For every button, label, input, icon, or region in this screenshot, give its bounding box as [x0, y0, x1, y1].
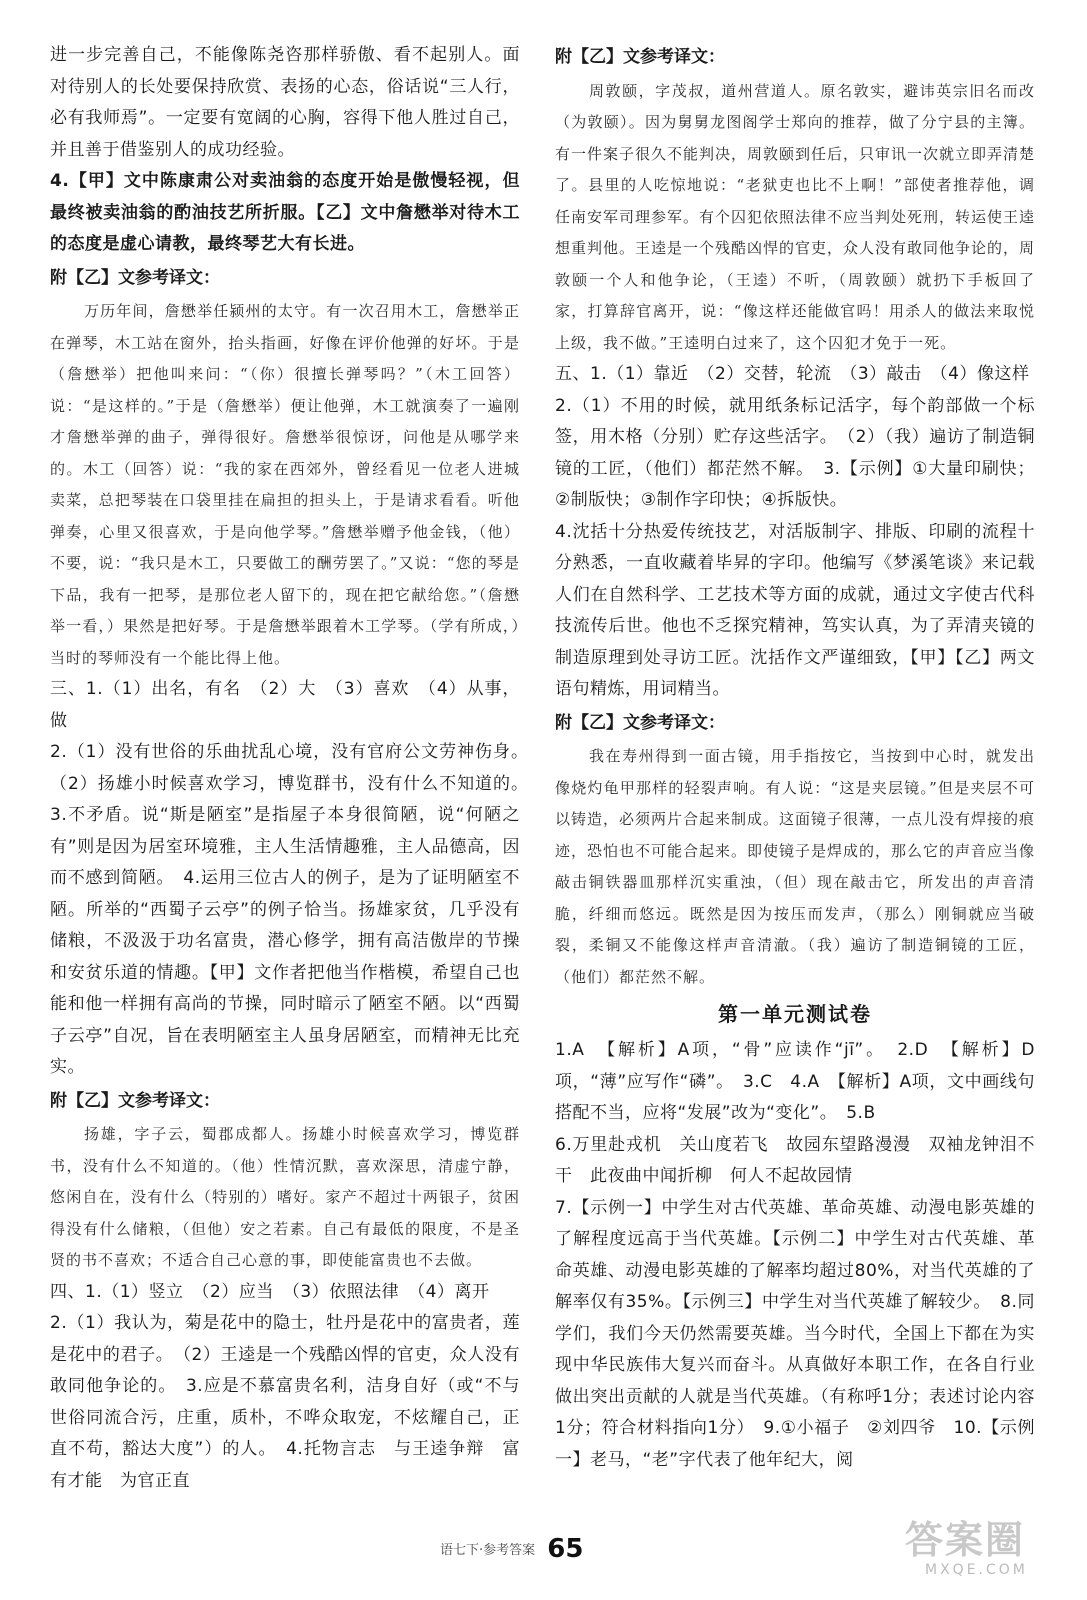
- page-footer: [440, 1534, 583, 1564]
- translation-heading: 附【乙】文参考译文：: [555, 47, 725, 67]
- left-column: [50, 40, 538, 1497]
- translation-heading: 附【乙】文参考译文：: [50, 1090, 220, 1111]
- watermark-site: MXQE.COM: [925, 1562, 1028, 1578]
- watermark-brand: 答案圈: [905, 1518, 1026, 1562]
- section-title: 第一单元测试卷: [718, 1002, 872, 1026]
- answer-paragraph: 三、1.（1）出名，有名 （2）大 （3）喜欢 （4）从事，做: [50, 679, 520, 731]
- watermark-logo: [905, 1518, 1075, 1588]
- right-column: [555, 40, 1035, 1476]
- answer-paragraph: 2.（1）我认为，菊是花中的隐士，牡丹是花中的富贵者，莲是花中的君子。 （2）王逵是一个残酷凶悍的官吏，众人没有敢同他争论的。 3.应是不慕富贵名利，洁身自好（或“不与世俗同流合污，庄重，质朴，不哗众取宠，不炫耀自己，正直不苟，豁达大度”）的人。 4.托物言志 与王逵争辩 富有才能 为官正直: [50, 1313, 520, 1491]
- answer-paragraph: 进一步完善自己，不能像陈尧咨那样骄傲、看不起别人。面对待别人的长处要保持欣赏、表扬的心态，俗话说“三人行，必有我师焉”。一定要有宽阔的心胸，容得下他人胜过自己，并且善于借鉴别人的成功经验。: [50, 45, 520, 160]
- footer-label: 语七下·参考答案: [440, 1543, 536, 1558]
- translation-paragraph: 万历年间，詹懋举任颍州的太守。有一次召用木工，詹懋举正在弹琴，木工站在窗外，抬头指画，好像在评价他弹的好坏。于是（詹懋举）把他叫来问：“（你）很擅长弹琴吗？”（木工回答）说：“是这样的。”于是（詹懋举）便让他弹，木工就演奏了一遍刚才詹懋举弹的曲子，弹得很好。詹懋举很惊讶，问他是从哪学来的。木工（回答）说：“我的家在西郊外，曾经看见一位老人进城卖菜，总把琴装在口袋里挂在扁担的担头上，于是请求看看。听他弹奏，心里又很喜欢，于是向他学琴。”詹懋举赠予他金钱，（他）不要，说：“我只是木工，只要做工的酬劳罢了。”又说：“您的琴是下品，我有一把琴，是那位老人留下的，现在把它献给您。”（詹懋举一看，）果然是把好琴。于是詹懋举跟着木工学琴。（学有所成，）当时的琴师没有一个能比得上他。: [50, 302, 520, 667]
- answer-paragraph: 4.【甲】文中陈康肃公对卖油翁的态度开始是傲慢轻视，但最终被卖油翁的酌油技艺所折服。【乙】文中詹懋举对待木工的态度是虚心请教，最终琴艺大有长进。: [50, 171, 520, 254]
- answer-paragraph: 五、1.（1）靠近 （2）交替，轮流 （3）敲击 （4）像这样: [555, 364, 1030, 384]
- answer-paragraph: 4.沈括十分热爱传统技艺，对活版制字、排版、印刷的流程十分熟悉，一直收藏着毕昇的字印。他编写《梦溪笔谈》来记载人们在自然科学、工艺技术等方面的成就，通过文字使古代科技流传后世。他也不乏探究精神，笃实认真，为了弄清夹镜的制造原理到处寻访工匠。沈括作文严谨细致，【甲】【乙】两文语句精炼，用词精当。: [555, 521, 1035, 699]
- translation-heading: 附【乙】文参考译文：: [555, 712, 725, 733]
- translation-paragraph: 周敦颐，字茂叔，道州营道人。原名敦实，避讳英宗旧名而改（为敦颐）。因为舅舅龙图阁学士郑向的推荐，做了分宁县的主簿。有一件案子很久不能判决，周敦颐到任后，只审讯一次就立即弄清楚了。县里的人吃惊地说：“老狱吏也比不上啊！”部使者推荐他，调任南安军司理参军。有个囚犯依照法律不应当判处死刑，转运使王逵想重判他。王逵是一个残酷凶悍的官吏，众人没有敢同他争论的，周敦颐一个人和他争论，（王逵）不听，（周敦颐）就扔下手板回了家，打算辞官离开，说：“像这样还能做官吗！用杀人的做法来取悦上级，我不做。”王逵明白过来了，这个囚犯才免于一死。: [555, 81, 1036, 352]
- answer-paragraph: 1.A 【解析】A项，“骨”应读作“jī”。 2.D 【解析】D项，“薄”应写作“磷”。 3.C 4.A 【解析】A项，文中画线句搭配不当，应将“发展”改为“变化”。 5.B: [555, 1040, 1035, 1123]
- translation-paragraph: 扬雄，字子云，蜀郡成都人。扬雄小时候喜欢学习，博览群书，没有什么不知道的。（他）性情沉默，喜欢深思，清虚宁静，悠闲自在，没有什么（特别的）嗜好。家产不超过十两银子，贫困得没有什么储粮，（但他）安之若素。自己有最低的限度，不是圣贤的书不喜欢；不适合自己心意的事，即使能富贵也不去做。: [50, 1125, 520, 1269]
- translation-paragraph: 我在寿州得到一面古镜，用手指按它，当按到中心时，就发出像烧灼龟甲那样的轻裂声响。有人说：“这是夹层镜。”但是夹层不可以铸造，必须两片合起来制成。这面镜子很薄，一点儿没有焊接的痕迹，恐怕也不可能合起来。即使镜子是焊成的，那么它的声音应当像敲击铜铁器皿那样沉实重浊，（但）现在敲击它，所发出的声音清脆，纤细而悠远。既然是因为按压而发声，（那么）刚铜就应当破裂，柔铜又不能像这样声音清澈。（我）遍访了制造铜镜的工匠，（他们）都茫然不解。: [555, 747, 1036, 986]
- page-number: 65: [547, 1534, 584, 1564]
- answer-paragraph: 2.（1）不用的时候，就用纸条标记活字，每个韵部做一个标签，用木格（分别）贮存这些活字。 （2）（我）遍访了制造铜镜的工匠，（他们）都茫然不解。 3.【示例】①大量印刷快；②制版快；③制作字印快；④拆版快。: [555, 395, 1035, 510]
- answer-paragraph: 6.万里赴戎机 关山度若飞 故园东望路漫漫 双袖龙钟泪不干 此夜曲中闻折柳 何人不起故园情: [555, 1134, 1035, 1186]
- answer-paragraph: 四、1.（1）竖立 （2）应当 （3）依照法律 （4）离开: [50, 1281, 490, 1302]
- answer-paragraph: 7.【示例一】中学生对古代英雄、革命英雄、动漫电影英雄的了解程度远高于当代英雄。【示例二】中学生对古代英雄、革命英雄、动漫电影英雄的了解率均超过80%，对当代英雄的了解率仅有35%。【示例三】中学生对当代英雄了解较少。 8.同学们，我们今天仍然需要英雄。当今时代，全国上下都在为实现中华民族伟大复兴而奋斗。从真做好本职工作，在各自行业做出突出贡献的人就是当代英雄。（有称呼1分；表述讨论内容1分；符合材料指向1分） 9.①小福子 ②刘四爷 10.【示例一】老马，“老”字代表了他年纪大，阅: [555, 1197, 1035, 1470]
- answer-paragraph: 2.（1）没有世俗的乐曲扰乱心境，没有官府公文劳神伤身。 （2）扬雄小时候喜欢学习，博览群书，没有什么不知道的。 3.不矛盾。说“斯是陋室”是指屋子本身很简陋，说“何陋之有”则是因为居室环境雅，主人生活情趣雅，主人品德高，因而不感到简陋。 4.运用三位古人的例子，是为了证明陋室不陋。所举的“西蜀子云亭”的例子恰当。扬雄家贫，几乎没有储粮，不汲汲于功名富贵，潜心修学，拥有高洁傲岸的节操和安贫乐道的情趣。【甲】文作者把他当作楷模，希望自己也能和他一样拥有高尚的节操，同时暗示了陋室不陋。以“西蜀子云亭”自况，旨在表明陋室主人虽身居陋室，而精神无比充实。: [50, 742, 538, 1077]
- translation-heading: 附【乙】文参考译文：: [50, 267, 220, 288]
